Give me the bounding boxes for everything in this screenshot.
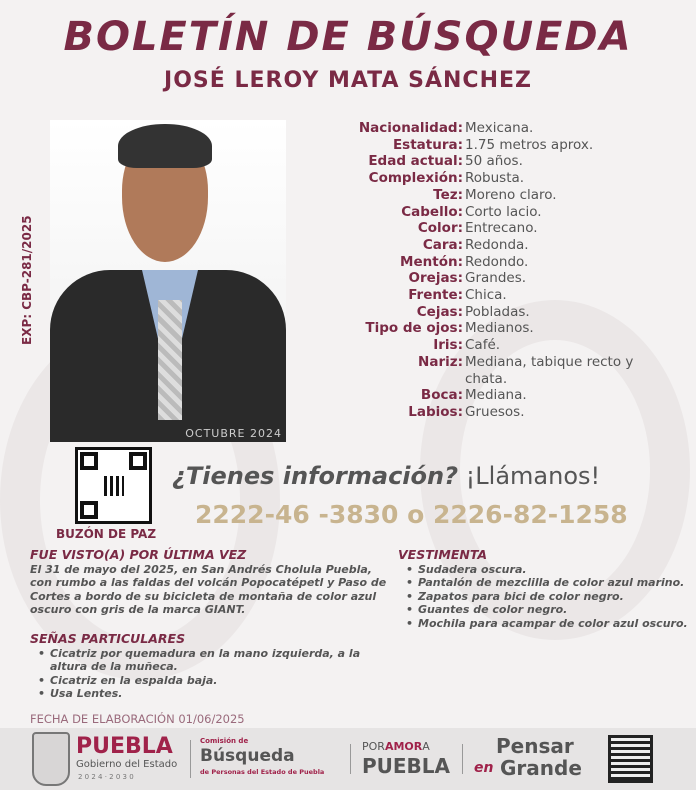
trait-row [300,404,690,421]
a-text: A [422,740,430,753]
gobierno-text: Gobierno del Estado [76,759,178,770]
trait-value: Redondo. [465,253,529,270]
trait-row [300,204,690,221]
clothing-section [398,548,693,630]
trait-row [300,337,690,354]
trait-value: Mediana. [465,387,527,404]
coat-of-arms-icon [32,732,70,786]
list-item: • Pantalón de mezclilla de color azul marino. [406,576,693,590]
trait-label: Cabello: [401,203,463,220]
trait-label: Mentón: [400,253,463,270]
trait-label: Orejas: [408,270,463,287]
por-amor-logo [362,740,430,753]
trait-label: Cara: [422,236,463,253]
expediente-number: EXP: CBP-281/2025 [20,215,34,345]
trait-row [300,120,690,137]
trait-label: Color: [417,220,463,237]
trait-value: 1.75 metros aprox. [465,136,594,153]
last-seen-text: El 31 de mayo del 2025, en San Andrés Cholula Puebla, con rumbo a las faldas del volcán Popocatépetl y Paso de Cortes a bordo de su bicicleta de montaña de color azul oscuro con gris de la marca GIANT. [30,562,387,616]
trait-row [300,153,690,170]
list-item: • Usa Lentes. [38,687,395,701]
clothing-heading: VESTIMENTA [398,547,488,562]
trait-row [300,287,690,304]
trait-value: 50 años. [465,153,523,170]
trait-row [300,270,690,287]
list-item: • Mochila para acampar de color azul oscuro. [406,617,693,631]
person-name: JOSÉ LEROY MATA SÁNCHEZ [164,68,532,93]
trait-row [300,137,690,154]
question-text: ¿Tienes información? [172,462,459,490]
por-amor-puebla-text: PUEBLA [362,754,451,778]
puebla-logo: PUEBLA [76,734,173,759]
trait-value: Corto lacio. [465,203,542,220]
list-item: • Sudadera oscura. [406,563,693,577]
trait-value: Chica. [465,287,507,304]
page-title: BOLETÍN DE BÚSQUEDA [63,14,633,60]
trait-label: Nariz: [418,353,463,370]
trait-row [300,170,690,187]
phone-numbers[interactable]: 2222-46 -3830 o 2226-82-1258 [195,500,628,529]
buzon-de-paz-label: BUZÓN DE PAZ [56,527,157,541]
trait-value: Moreno claro. [465,186,557,203]
trait-row [300,220,690,237]
years-text: 2 0 2 4 · 2 0 3 0 [78,773,134,781]
amor-text: AMOR [384,740,423,753]
comision-text: Comisión de [200,737,249,745]
trait-row [300,387,690,404]
list-item: • Guantes de color negro. [406,603,693,617]
trait-row [300,187,690,204]
trait-value: Grandes. [465,270,527,287]
trait-label: Labios: [408,403,463,420]
marks-heading: SEÑAS PARTICULARES [30,631,186,646]
por-text: POR [362,740,385,753]
list-item: • Cicatriz en la espalda baja. [38,674,395,688]
en-text: en [474,760,494,776]
list-item: • Zapatos para bici de color negro. [406,590,693,604]
last-seen-heading: FUE VISTO(A) POR ÚLTIMA VEZ [30,547,247,562]
trait-value: Mexicana. [465,120,534,136]
grande-text: Grande [500,756,582,780]
trait-label: Estatura: [392,136,463,153]
footer-logos [0,728,696,790]
trait-value: Redonda. [465,236,529,253]
trait-value: Café. [465,337,501,354]
trait-value: Mediana, tabique recto y chata. [465,353,634,387]
trait-row [300,254,690,271]
footer-divider [462,744,463,774]
trait-row [300,320,690,337]
trait-row [300,354,690,387]
trait-value: Entrecano. [465,220,538,237]
trait-value: Pobladas. [465,303,530,320]
trait-value: Medianos. [465,320,534,337]
elaboration-date: FECHA DE ELABORACIÓN 01/06/2025 [30,712,245,726]
footer-qr-code[interactable] [608,735,653,783]
trait-label: Boca: [420,387,463,404]
photo-date-watermark: OCTUBRE 2024 [185,427,282,440]
last-seen-section [30,548,390,617]
list-item: • Cicatriz por quemadura en la mano izquierda, a la altura de la muñeca. [38,647,395,674]
trait-label: Edad actual: [368,153,463,170]
trait-row [300,304,690,321]
physical-traits [300,120,690,421]
trait-label: Iris: [433,337,463,354]
trait-row [300,237,690,254]
trait-label: Nacionalidad: [358,120,463,136]
trait-label: Tipo de ojos: [365,320,463,337]
qr-code[interactable] [75,447,152,524]
contact-prompt [172,462,688,490]
busqueda-logo: Búsqueda [200,746,295,766]
trait-label: Frente: [408,287,463,304]
personas-text: de Personas del Estado de Puebla [200,768,325,776]
call-text: ¡Llámanos! [465,462,601,490]
footer-divider [190,740,191,778]
pensar-logo: Pensar [496,734,574,758]
person-photo [50,120,286,442]
trait-value: Robusta. [465,170,525,187]
trait-value: Gruesos. [465,403,525,420]
trait-label: Tez: [433,186,463,203]
footer-divider [350,744,351,774]
trait-label: Cejas: [416,303,463,320]
marks-section [30,632,395,701]
trait-label: Complexión: [368,170,463,187]
